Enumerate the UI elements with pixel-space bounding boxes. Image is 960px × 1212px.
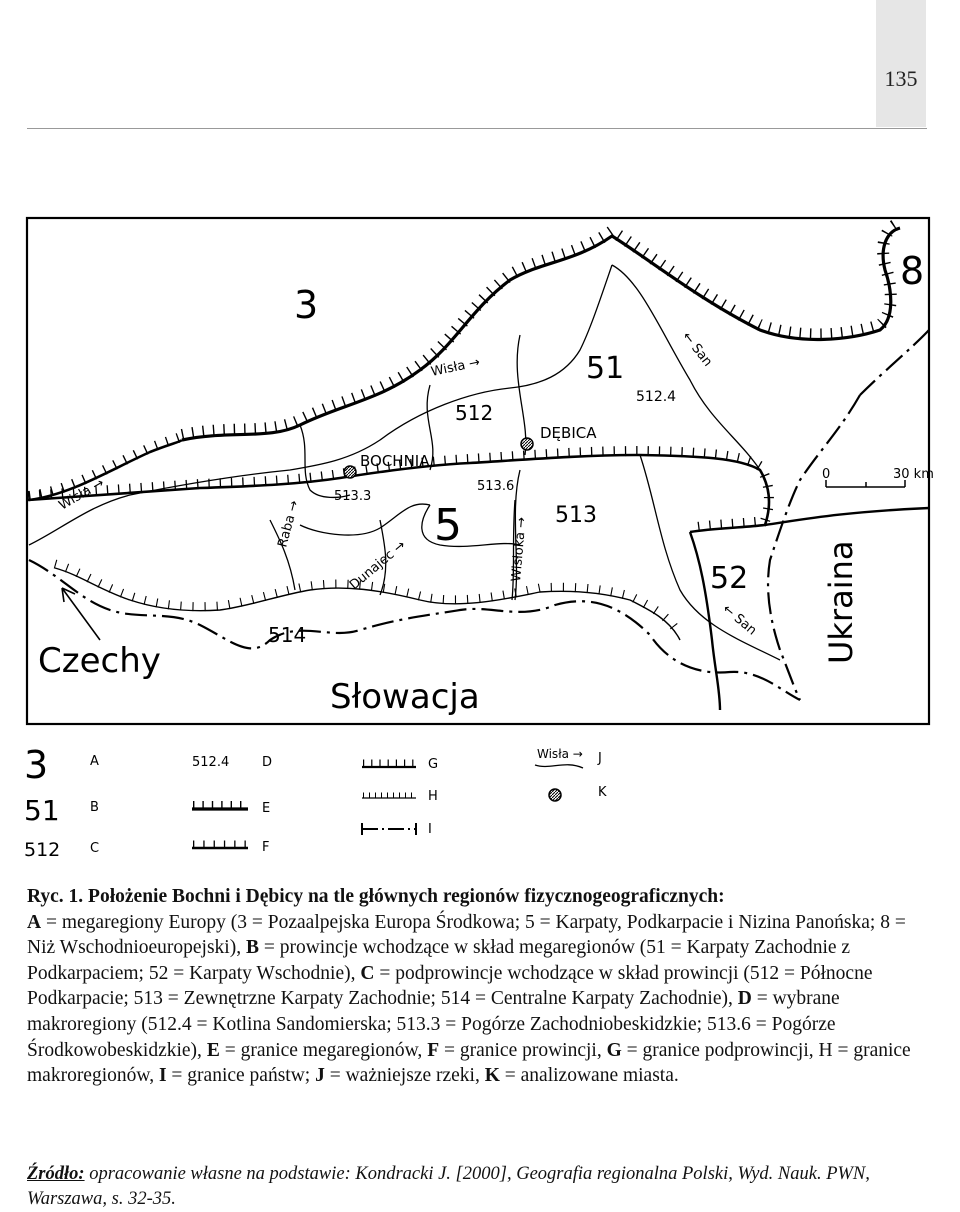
caption-key-f: F — [427, 1039, 440, 1061]
legend-g-line — [362, 763, 416, 767]
bochnia-town-marker — [344, 466, 356, 478]
san-top-label: ← San — [678, 329, 715, 370]
scale-zero-label: 0 — [822, 467, 831, 482]
region-5-label: 5 — [434, 500, 462, 551]
caption-key-d: D — [737, 988, 752, 1010]
legend-j-symbol: Wisła → — [537, 747, 583, 761]
caption-key-i: I — [158, 1065, 167, 1087]
wisloka-label: Wisłoka → — [509, 516, 530, 583]
legend-k-symbol — [549, 789, 561, 801]
legend-k-key: K — [598, 785, 607, 800]
legend-c-symbol: 512 — [24, 839, 61, 861]
state-borders — [29, 330, 929, 700]
caption-key-a: A — [27, 911, 42, 933]
ukraina-label: Ukraina — [822, 540, 860, 664]
source-label: Źródło: — [27, 1164, 85, 1184]
figure-caption — [27, 884, 929, 1089]
region-51-label: 51 — [586, 351, 625, 386]
caption-text-f: = granice prowincji, — [439, 1039, 607, 1061]
caption-key-c: C — [360, 962, 375, 984]
caption-key-b: B — [245, 937, 259, 959]
dunajec-label: Dunajec → — [346, 537, 409, 594]
region-8-label: 8 — [900, 249, 925, 293]
wisla-left-label: Wisła → — [56, 475, 107, 514]
legend-b-key: B — [90, 800, 99, 815]
caption-text-g: = granice podprowincji, H = granice makroregionów, — [27, 1039, 911, 1087]
region-512-4-label: 512.4 — [636, 389, 677, 405]
source-text: opracowanie własne na podstawie: Kondracki J. [2000], Geografia regionalna Polski, Wyd. Nauk. PWN, Warszawa, s. 32-35. — [27, 1164, 870, 1209]
legend-b-symbol: 51 — [24, 794, 60, 827]
caption-title: Ryc. 1. Położenie Bochni i Dębicy na tle głównych regionów fizycznogeograficznych: — [27, 886, 725, 907]
raba-label: Raba → — [275, 498, 303, 550]
caption-key-k: K — [484, 1065, 500, 1087]
san-bottom-label: ← San — [719, 601, 760, 639]
caption-text-c: = podprowincje wchodzące w skład prowincji (512 = Północne Podkarpacie; 513 = Zewnętrzne Karpaty Zachodnie; 514 = Centralne Karpaty Zachodnie), — [27, 962, 873, 1010]
legend-j-key: J — [598, 751, 602, 766]
map-frame — [27, 218, 929, 724]
caption-key-j: J — [315, 1065, 325, 1087]
legend-a-key: A — [90, 754, 99, 769]
region-513-6-label: 513.6 — [477, 479, 515, 494]
caption-key-e: E — [206, 1039, 220, 1061]
source-note — [27, 1162, 929, 1212]
legend-h-line — [362, 795, 416, 798]
page-number: 135 — [884, 66, 918, 91]
czechy-arrow — [62, 588, 100, 640]
caption-text-b: = prowincje wchodzące w skład megaregionów (51 = Karpaty Zachodnie z Podkarpaciem; 52 = Karpaty Wschodnie), — [27, 937, 851, 984]
region-513-label: 513 — [555, 503, 597, 528]
legend-i-key: I — [428, 822, 432, 837]
caption-text-i: = granice państw; — [166, 1065, 316, 1087]
caption-text-a: = megaregiony Europy (3 = Pozaalpejska Europa Środkowa; 5 = Karpaty, Podkarpacie i Nizina Panońska; 8 = Niż Wschodnioeuropejski), — [27, 911, 906, 959]
legend-d-key: D — [262, 755, 273, 770]
legend-j-line — [535, 765, 583, 768]
legend-d-symbol: 512.4 — [192, 755, 230, 770]
legend-i-line — [362, 823, 416, 835]
legend-f-line — [192, 844, 248, 848]
region-52-label: 52 — [710, 561, 749, 596]
region-512-label: 512 — [455, 401, 494, 425]
legend-h-key: H — [428, 789, 438, 804]
caption-text-e: = granice megaregionów, — [219, 1039, 428, 1061]
debica-town-marker — [521, 438, 533, 450]
legend-e-key: E — [262, 801, 271, 816]
caption-text-d: = wybrane makroregiony (512.4 = Kotlina Sandomierska; 513.3 = Pogórze Zachodniobeskidzkie; 513.6 = Pogórze Środkowobeskidzkie), — [27, 988, 840, 1061]
caption-key-g: G — [606, 1039, 622, 1061]
legend-a-symbol: 3 — [24, 743, 49, 787]
caption-text-k: = analizowane miasta. — [499, 1065, 679, 1087]
region-514-label: 514 — [268, 623, 307, 647]
region-513-3-label: 513.3 — [334, 489, 372, 504]
slowacja-label: Słowacja — [330, 677, 480, 717]
legend-g-key: G — [428, 757, 439, 772]
legend-f-key: F — [262, 840, 270, 855]
legend-c-key: C — [90, 841, 100, 856]
bochnia-label: BOCHNIA — [360, 452, 430, 470]
region-3-label: 3 — [294, 283, 319, 327]
debica-label: DĘBICA — [540, 424, 597, 442]
wisla-top-label: Wisła → — [429, 354, 482, 380]
czechy-label: Czechy — [38, 641, 161, 681]
legend-e-line — [192, 805, 248, 809]
caption-text-j: = ważniejsze rzeki, — [324, 1065, 485, 1087]
scale-max-label: 30 km — [893, 467, 934, 482]
legend — [24, 743, 607, 861]
